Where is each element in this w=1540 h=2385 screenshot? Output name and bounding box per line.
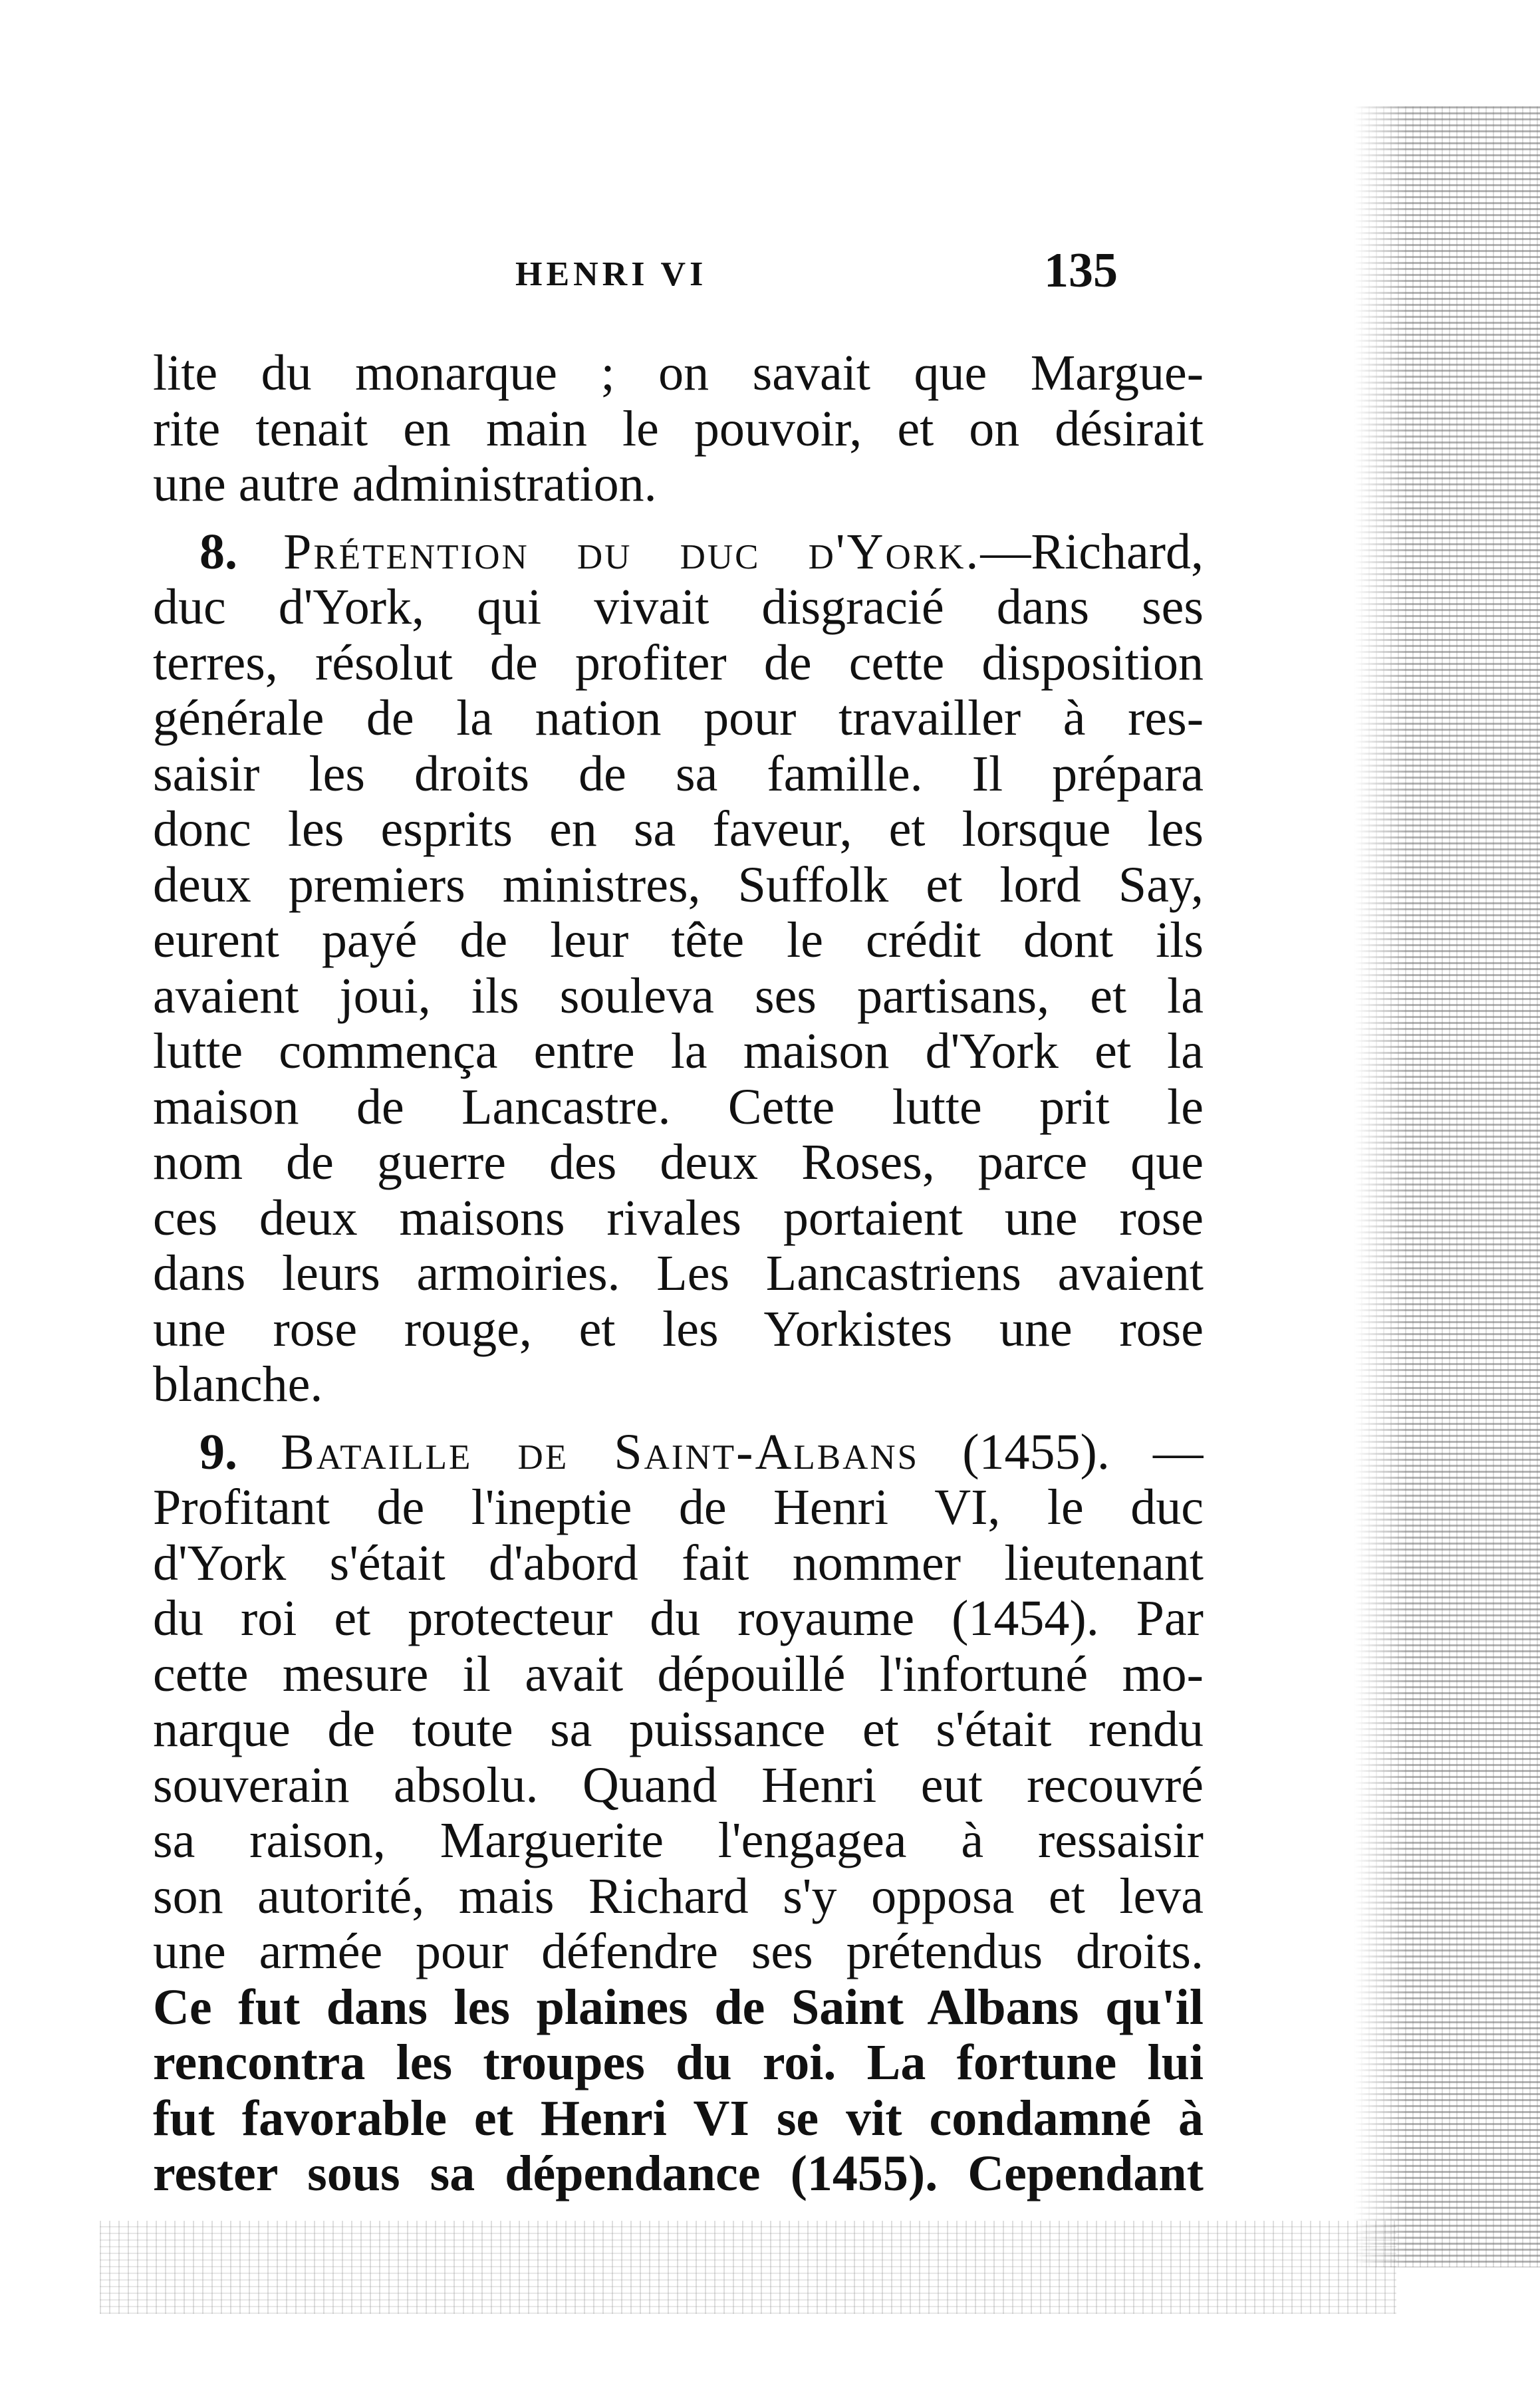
text-line: rester sous sa dépendance (1455). Cependant [153, 2146, 1204, 2201]
text-line: fut favorable et Henri VI se vit condamné à [153, 2090, 1204, 2146]
text-line: terres, résolut de profiter de cette disposition [153, 635, 1204, 691]
scanned-page-edge [1354, 106, 1540, 2267]
text-line: saisir les droits de sa famille. Il prépara [153, 746, 1204, 802]
text-line: ces deux maisons rivales portaient une rose [153, 1190, 1204, 1246]
section-title: Prétention du duc d'York. [283, 524, 981, 580]
text-line: avaient joui, ils souleva ses partisans, et la [153, 968, 1204, 1024]
text-line: lutte commença entre la maison d'York et la [153, 1024, 1204, 1079]
text-fragment: — [1153, 1424, 1204, 1480]
text-line: nom de guerre des deux Roses, parce que [153, 1135, 1204, 1190]
text-line: Profitant de l'ineptie de Henri VI, le duc [153, 1480, 1204, 1535]
text-line: blanche. [153, 1357, 323, 1412]
text-line: d'York s'était d'abord fait nommer lieutenant [153, 1535, 1204, 1591]
scanned-bleed-through [100, 2221, 1396, 2314]
section-heading-line [153, 525, 1204, 580]
text-fragment: —Richard, [980, 524, 1204, 580]
body-text [153, 346, 1204, 2202]
text-line: souverain absolu. Quand Henri eut recouvré [153, 1757, 1204, 1813]
running-head: HENRI VI [515, 255, 707, 293]
text-line: donc les esprits en sa faveur, et lorsque les [153, 802, 1204, 857]
section-number: 9. [199, 1424, 237, 1480]
text-line: générale de la nation pour travailler à res- [153, 691, 1204, 746]
text-line: son autorité, mais Richard s'y opposa et leva [153, 1868, 1204, 1924]
text-line: une autre administration. [153, 457, 657, 512]
text-line: une armée pour défendre ses prétendus droits. [153, 1924, 1204, 1979]
section-title: Bataille de Saint-Albans [281, 1424, 920, 1480]
text-line: lite du monarque ; on savait que Margue- [153, 346, 1204, 401]
text-line: rencontra les troupes du roi. La fortune lui [153, 2035, 1204, 2090]
text-line: deux premiers ministres, Suffolk et lord Say, [153, 857, 1204, 913]
page-header [153, 243, 1283, 309]
paragraph-gap [153, 1413, 1204, 1425]
section-date: (1455). [962, 1424, 1110, 1480]
text-line: Ce fut dans les plaines de Saint Albans qu'il [153, 1979, 1204, 2035]
text-line: cette mesure il avait dépouillé l'infortuné mo- [153, 1646, 1204, 1702]
text-line: narque de toute sa puissance et s'était rendu [153, 1702, 1204, 1757]
text-line: dans leurs armoiries. Les Lancastriens avaient [153, 1246, 1204, 1301]
section-heading-line [153, 1425, 1204, 1481]
page-number: 135 [1044, 243, 1118, 298]
text-line: rite tenait en main le pouvoir, et on désirait [153, 401, 1204, 457]
text-line: du roi et protecteur du royaume (1454). Par [153, 1591, 1204, 1646]
text-line: duc d'York, qui vivait disgracié dans ses [153, 580, 1204, 635]
text-line: eurent payé de leur tête le crédit dont ils [153, 913, 1204, 968]
text-line: une rose rouge, et les Yorkistes une rose [153, 1301, 1204, 1357]
text-line: maison de Lancastre. Cette lutte prit le [153, 1079, 1204, 1135]
text-line: sa raison, Marguerite l'engagea à ressaisir [153, 1813, 1204, 1868]
paragraph-gap [153, 513, 1204, 525]
section-number: 8. [199, 524, 237, 580]
